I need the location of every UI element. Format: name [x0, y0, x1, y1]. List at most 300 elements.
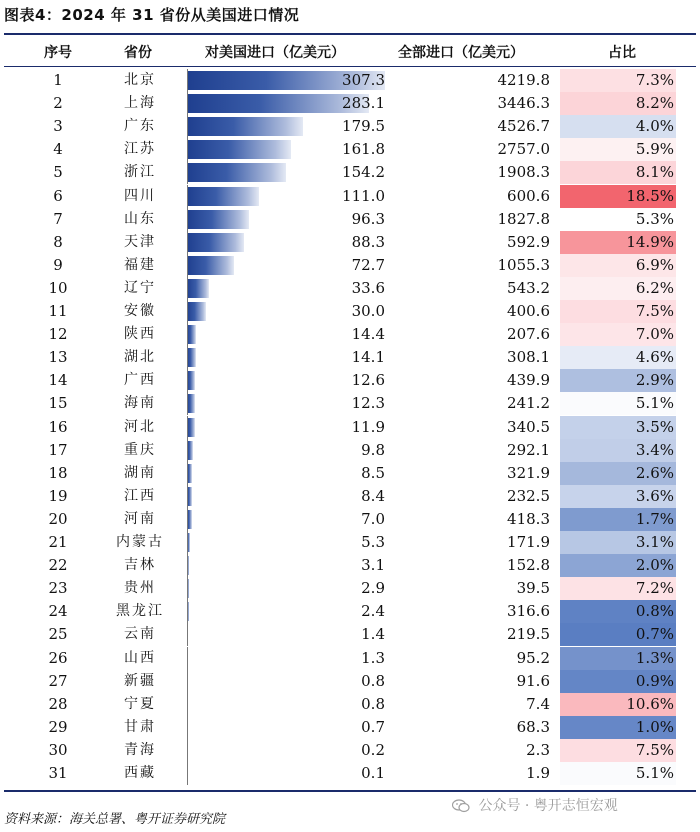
row-share — [560, 369, 676, 392]
row-province: 内蒙古 — [116, 534, 164, 550]
row-us-import — [187, 92, 387, 115]
share-value: 2.9% — [635, 371, 674, 390]
share-value: 1.7% — [635, 509, 674, 528]
row-us-import — [187, 416, 387, 439]
share-value: 5.1% — [635, 764, 674, 782]
row-province: 青海 — [124, 741, 156, 758]
row-index: 1 — [53, 71, 63, 89]
row-us-import — [187, 716, 387, 739]
row-total-import: 68.3 — [516, 717, 550, 736]
us-import-value: 161.8 — [342, 140, 385, 159]
row-us-import — [187, 369, 387, 392]
share-value: 6.9% — [635, 255, 674, 274]
row-province: 陕西 — [124, 326, 156, 343]
row-share — [560, 277, 676, 300]
bar-axis — [187, 739, 188, 762]
us-import-value: 12.6 — [351, 371, 385, 390]
bar-axis — [187, 462, 188, 485]
row-us-import — [187, 277, 387, 300]
table-row — [0, 185, 700, 208]
data-bar — [187, 418, 195, 437]
header-share: 占比 — [608, 45, 636, 61]
row-share — [560, 416, 676, 439]
row-index: 11 — [48, 302, 68, 320]
row-total-import: 152.8 — [507, 556, 550, 575]
row-us-import — [187, 693, 387, 716]
bar-axis — [187, 485, 188, 508]
header-province: 省份 — [124, 45, 152, 61]
row-index: 20 — [48, 509, 68, 528]
row-total-import: 4219.8 — [497, 71, 550, 89]
row-province: 天津 — [124, 233, 156, 250]
row-us-import — [187, 138, 387, 161]
row-us-import — [187, 185, 387, 208]
row-us-import — [187, 462, 387, 485]
watermark — [452, 795, 618, 815]
bar-axis — [187, 208, 188, 231]
table-row — [0, 600, 700, 623]
row-total-import: 241.2 — [507, 394, 550, 413]
data-bar — [187, 325, 196, 344]
us-import-value: 2.4 — [361, 602, 385, 621]
us-import-value: 0.7 — [361, 717, 385, 736]
row-total-import: 1827.8 — [497, 209, 550, 228]
data-bar — [187, 117, 303, 136]
table-row — [0, 92, 700, 115]
table-row — [0, 138, 700, 161]
row-province: 湖南 — [124, 464, 156, 481]
row-share — [560, 161, 676, 184]
row-us-import — [187, 208, 387, 231]
bar-axis — [187, 69, 188, 92]
row-total-import: 400.6 — [507, 302, 550, 320]
table-row — [0, 439, 700, 462]
bar-axis — [187, 439, 188, 462]
table-row — [0, 462, 700, 485]
us-import-value: 0.8 — [361, 694, 385, 713]
bar-axis — [187, 346, 188, 369]
row-us-import — [187, 300, 387, 323]
share-value: 7.2% — [635, 579, 674, 598]
us-import-value: 11.9 — [351, 417, 385, 436]
bar-axis — [187, 115, 188, 138]
share-value: 7.5% — [635, 302, 674, 320]
row-total-import: 95.2 — [516, 648, 550, 667]
row-index: 31 — [48, 764, 68, 782]
us-import-value: 0.1 — [361, 764, 385, 782]
bar-axis — [187, 554, 188, 577]
bar-axis — [187, 716, 188, 739]
row-total-import: 1908.3 — [497, 163, 550, 182]
row-share — [560, 623, 676, 646]
row-total-import: 2.3 — [526, 740, 550, 759]
share-value: 4.6% — [635, 348, 674, 367]
row-province: 浙江 — [124, 164, 156, 181]
table-row — [0, 115, 700, 138]
row-index: 28 — [48, 694, 68, 713]
bar-axis — [187, 623, 188, 646]
us-import-value: 8.5 — [361, 463, 385, 482]
bar-axis — [187, 369, 188, 392]
row-us-import — [187, 577, 387, 600]
share-value: 3.6% — [635, 486, 674, 505]
us-import-value: 0.2 — [361, 740, 385, 759]
table-row — [0, 531, 700, 554]
row-us-import — [187, 392, 387, 415]
row-index: 25 — [48, 625, 68, 644]
row-share — [560, 508, 676, 531]
row-share — [560, 577, 676, 600]
table-row — [0, 577, 700, 600]
row-share — [560, 346, 676, 369]
row-us-import — [187, 670, 387, 693]
row-us-import — [187, 554, 387, 577]
source-note: 资料来源：海关总署、粤开证券研究院 — [4, 812, 226, 827]
table-row — [0, 416, 700, 439]
row-index: 5 — [53, 163, 63, 182]
share-value: 3.4% — [635, 440, 674, 459]
header-us-import: 对美国进口（亿美元） — [205, 45, 345, 61]
share-value: 3.1% — [635, 533, 674, 551]
us-import-value: 72.7 — [351, 255, 385, 274]
table-row — [0, 739, 700, 762]
share-value: 3.5% — [635, 417, 674, 436]
row-total-import: 39.5 — [516, 579, 550, 598]
row-province: 福建 — [124, 256, 156, 273]
row-province: 甘肃 — [124, 718, 156, 735]
table-row — [0, 693, 700, 716]
bar-axis — [187, 138, 188, 161]
row-share — [560, 670, 676, 693]
row-us-import — [187, 439, 387, 462]
bar-axis — [187, 254, 188, 277]
share-value: 14.9% — [626, 232, 674, 251]
us-import-value: 88.3 — [351, 232, 385, 251]
table-row — [0, 161, 700, 184]
row-index: 27 — [48, 671, 68, 690]
row-province: 河南 — [124, 510, 156, 527]
table-row — [0, 300, 700, 323]
us-import-value: 5.3 — [361, 533, 385, 551]
row-index: 19 — [48, 486, 68, 505]
us-import-value: 111.0 — [342, 186, 385, 205]
row-us-import — [187, 762, 387, 785]
row-index: 4 — [53, 140, 63, 159]
us-import-value: 307.3 — [342, 71, 385, 89]
share-value: 18.5% — [626, 186, 674, 205]
row-index: 10 — [48, 278, 68, 297]
data-bar — [187, 302, 206, 321]
table-row — [0, 208, 700, 231]
row-province: 宁夏 — [124, 695, 156, 712]
bar-axis — [187, 693, 188, 716]
us-import-value: 96.3 — [351, 209, 385, 228]
row-share — [560, 439, 676, 462]
share-value: 4.0% — [635, 117, 674, 136]
table-row — [0, 554, 700, 577]
us-import-value: 30.0 — [351, 302, 385, 320]
row-province: 上海 — [124, 95, 156, 112]
data-bar — [187, 256, 234, 275]
share-value: 6.2% — [635, 278, 674, 297]
data-bar — [187, 140, 291, 159]
row-index: 9 — [53, 255, 63, 274]
table-row — [0, 69, 700, 92]
row-share — [560, 254, 676, 277]
data-bar — [187, 394, 195, 413]
row-total-import: 91.6 — [516, 671, 550, 690]
row-us-import — [187, 69, 387, 92]
row-province: 重庆 — [124, 441, 156, 458]
row-share — [560, 208, 676, 231]
header-rule — [4, 66, 696, 67]
row-index: 24 — [48, 602, 68, 621]
row-province: 西藏 — [124, 765, 156, 781]
row-us-import — [187, 254, 387, 277]
row-total-import: 321.9 — [507, 463, 550, 482]
row-share — [560, 300, 676, 323]
bar-axis — [187, 392, 188, 415]
us-import-value: 14.1 — [351, 348, 385, 367]
us-import-value: 283.1 — [342, 94, 385, 113]
row-index: 6 — [53, 186, 63, 205]
table-row — [0, 346, 700, 369]
row-index: 22 — [48, 556, 68, 575]
row-share — [560, 185, 676, 208]
us-import-value: 9.8 — [361, 440, 385, 459]
us-import-value: 1.4 — [361, 625, 385, 644]
row-province: 江西 — [124, 487, 156, 504]
row-province: 黑龙江 — [116, 603, 164, 620]
data-bar — [187, 348, 196, 367]
row-share — [560, 485, 676, 508]
row-total-import: 219.5 — [507, 625, 550, 644]
row-share — [560, 69, 676, 92]
row-index: 3 — [53, 117, 63, 136]
row-us-import — [187, 115, 387, 138]
table-row — [0, 231, 700, 254]
bar-axis — [187, 92, 188, 115]
row-index: 7 — [53, 209, 63, 228]
row-index: 29 — [48, 717, 68, 736]
row-index: 16 — [48, 417, 68, 436]
row-province: 江苏 — [124, 141, 156, 158]
row-us-import — [187, 508, 387, 531]
row-index: 12 — [48, 325, 68, 344]
row-share — [560, 138, 676, 161]
row-total-import: 439.9 — [507, 371, 550, 390]
row-share — [560, 92, 676, 115]
row-index: 2 — [53, 94, 63, 113]
share-value: 7.5% — [635, 740, 674, 759]
share-value: 8.2% — [635, 94, 674, 113]
row-us-import — [187, 600, 387, 623]
share-value: 5.9% — [635, 140, 674, 159]
data-bar — [187, 210, 249, 229]
bar-axis — [187, 531, 188, 554]
share-value: 1.0% — [635, 717, 674, 736]
us-import-value: 2.9 — [361, 579, 385, 598]
table-row — [0, 254, 700, 277]
data-bar — [187, 371, 195, 390]
row-index: 21 — [48, 533, 68, 551]
row-total-import: 232.5 — [507, 486, 550, 505]
row-index: 30 — [48, 740, 68, 759]
row-total-import: 171.9 — [507, 533, 550, 551]
bottom-rule — [4, 790, 696, 792]
row-province: 北京 — [124, 72, 156, 88]
share-value: 1.3% — [635, 648, 674, 667]
row-us-import — [187, 623, 387, 646]
bar-axis — [187, 323, 188, 346]
row-us-import — [187, 231, 387, 254]
share-value: 2.0% — [635, 556, 674, 575]
us-import-value: 1.3 — [361, 648, 385, 667]
row-share — [560, 716, 676, 739]
share-value: 2.6% — [635, 463, 674, 482]
row-share — [560, 739, 676, 762]
row-province: 山东 — [124, 210, 156, 227]
row-share — [560, 647, 676, 670]
table-row — [0, 485, 700, 508]
row-us-import — [187, 647, 387, 670]
row-total-import: 600.6 — [507, 186, 550, 205]
share-value: 5.1% — [635, 394, 674, 413]
bar-axis — [187, 762, 188, 785]
share-value: 0.7% — [635, 625, 674, 644]
share-value: 7.3% — [635, 71, 674, 89]
top-rule — [4, 33, 696, 35]
row-province: 河北 — [124, 418, 156, 435]
us-import-value: 154.2 — [342, 163, 385, 182]
share-value: 0.8% — [635, 602, 674, 621]
row-province: 广东 — [124, 118, 156, 135]
data-bar — [187, 279, 209, 298]
share-value: 8.1% — [635, 163, 674, 182]
row-index: 23 — [48, 579, 68, 598]
row-share — [560, 693, 676, 716]
row-share — [560, 392, 676, 415]
data-bar — [187, 187, 259, 206]
row-share — [560, 115, 676, 138]
bar-axis — [187, 647, 188, 670]
row-total-import: 1055.3 — [497, 255, 550, 274]
table-row — [0, 647, 700, 670]
bar-axis — [187, 416, 188, 439]
bar-axis — [187, 277, 188, 300]
row-province: 吉林 — [124, 557, 156, 574]
row-total-import: 1.9 — [526, 764, 550, 782]
row-index: 26 — [48, 648, 68, 667]
row-index: 18 — [48, 463, 68, 482]
row-share — [560, 554, 676, 577]
table-header — [0, 42, 700, 64]
row-total-import: 2757.0 — [497, 140, 550, 159]
row-total-import: 207.6 — [507, 325, 550, 344]
table-row — [0, 670, 700, 693]
share-value: 0.9% — [635, 671, 674, 690]
row-index: 15 — [48, 394, 68, 413]
table-row — [0, 369, 700, 392]
us-import-value: 179.5 — [342, 117, 385, 136]
row-province: 贵州 — [124, 580, 156, 597]
row-share — [560, 462, 676, 485]
row-index: 13 — [48, 348, 68, 367]
row-total-import: 316.6 — [507, 602, 550, 621]
row-total-import: 7.4 — [526, 694, 550, 713]
row-total-import: 308.1 — [507, 348, 550, 367]
row-share — [560, 323, 676, 346]
watermark-text: 公众号 · 粤开志恒宏观 — [478, 798, 618, 814]
table-row — [0, 508, 700, 531]
row-share — [560, 600, 676, 623]
row-share — [560, 531, 676, 554]
bar-axis — [187, 161, 188, 184]
row-total-import: 4526.7 — [497, 117, 550, 136]
row-province: 山西 — [124, 649, 156, 666]
row-province: 四川 — [124, 187, 156, 204]
bar-axis — [187, 600, 188, 623]
table-row — [0, 323, 700, 346]
bar-axis — [187, 185, 188, 208]
row-total-import: 543.2 — [507, 278, 550, 297]
bar-axis — [187, 300, 188, 323]
us-import-value: 0.8 — [361, 671, 385, 690]
row-province: 辽宁 — [124, 279, 156, 296]
bar-axis — [187, 508, 188, 531]
table-row — [0, 716, 700, 739]
row-share — [560, 762, 676, 785]
row-total-import: 418.3 — [507, 509, 550, 528]
share-value: 7.0% — [635, 325, 674, 344]
row-share — [560, 231, 676, 254]
row-index: 14 — [48, 371, 68, 390]
row-province: 湖北 — [124, 349, 156, 366]
row-us-import — [187, 485, 387, 508]
table-row — [0, 623, 700, 646]
header-index: 序号 — [44, 45, 72, 61]
share-value: 10.6% — [626, 694, 674, 713]
row-province: 安徽 — [124, 303, 156, 319]
header-total-import: 全部进口（亿美元） — [398, 45, 524, 61]
bar-axis — [187, 231, 188, 254]
row-province: 云南 — [124, 626, 156, 643]
data-bar — [187, 163, 286, 182]
row-us-import — [187, 161, 387, 184]
row-index: 17 — [48, 440, 68, 459]
row-province: 广西 — [124, 372, 156, 389]
bar-axis — [187, 577, 188, 600]
row-province: 海南 — [124, 395, 156, 412]
row-total-import: 292.1 — [507, 440, 550, 459]
row-us-import — [187, 531, 387, 554]
row-us-import — [187, 739, 387, 762]
wechat-icon — [452, 799, 470, 813]
us-import-value: 12.3 — [351, 394, 385, 413]
us-import-value: 8.4 — [361, 486, 385, 505]
row-us-import — [187, 346, 387, 369]
bar-axis — [187, 670, 188, 693]
row-total-import: 340.5 — [507, 417, 550, 436]
row-province: 新疆 — [124, 672, 156, 689]
table-row — [0, 277, 700, 300]
row-index: 8 — [53, 232, 63, 251]
us-import-value: 14.4 — [351, 325, 385, 344]
us-import-value: 33.6 — [351, 278, 385, 297]
us-import-value: 3.1 — [361, 556, 385, 575]
us-import-value: 7.0 — [361, 509, 385, 528]
row-total-import: 3446.3 — [497, 94, 550, 113]
